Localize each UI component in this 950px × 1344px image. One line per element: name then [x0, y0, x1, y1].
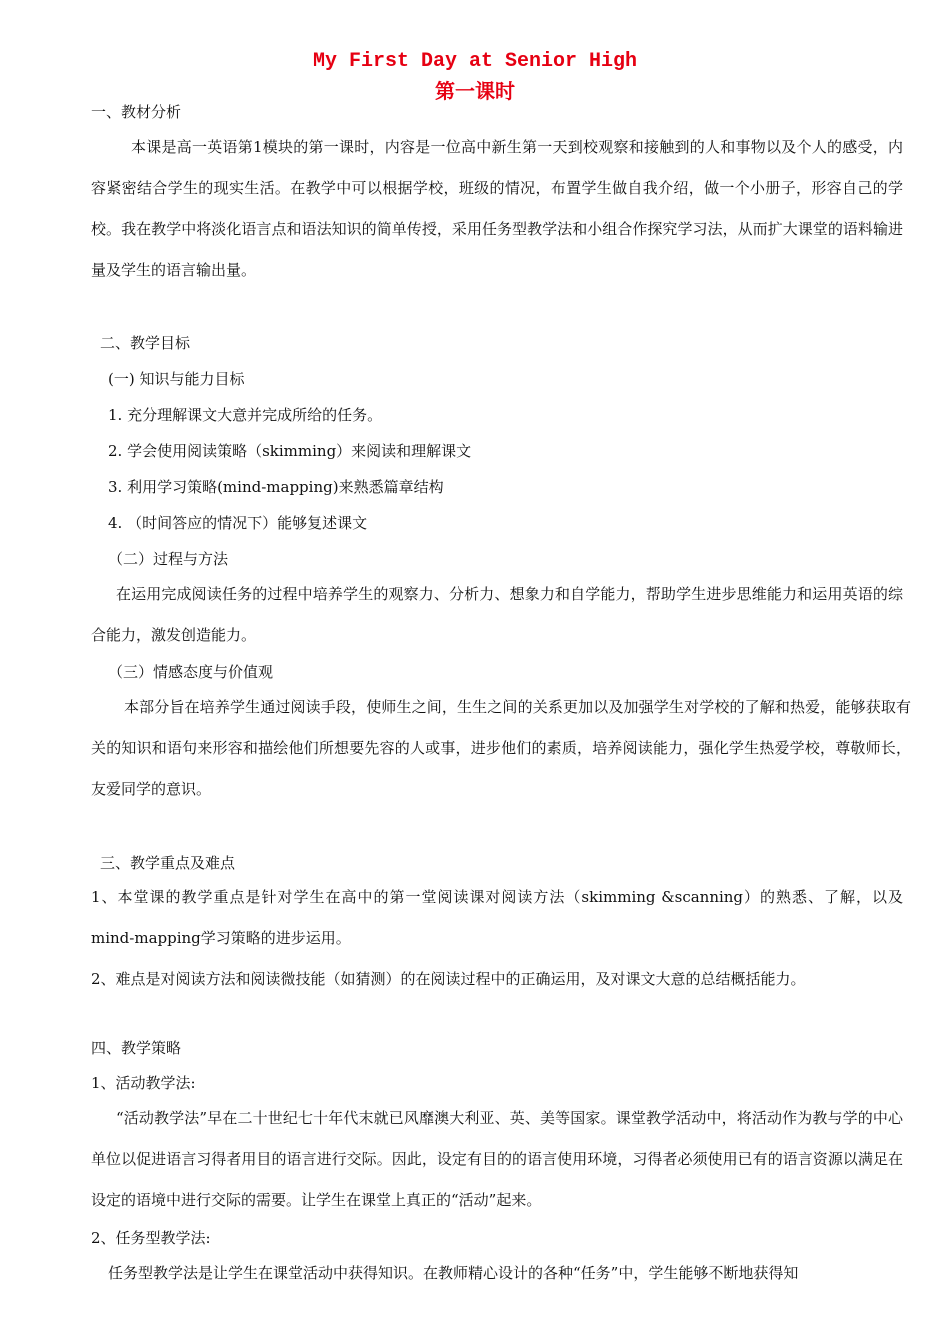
activity-paragraph: “活动教学法”早在二十世纪七十年代末就已风靡澳大利亚、英、美等国家。课堂教学活动中，将活动作为教与学的中心单位以促进语言习得者用目的语言进行交际。因此，设定有目的的语言使用环境，习得者必须使用已有的语言资源以满足在设定的语境中进行交际的需要。让学生在课堂上真正的“活动”起来。 [91, 1109, 903, 1209]
task-paragraph: 任务型教学法是让学生在课堂活动中获得知识。在教师精心设计的各种“任务”中，学生能够不断地获得知 [108, 1264, 799, 1282]
objective-item: 3. 利用学习策略(mind-mapping)来熟悉篇章结构 [108, 478, 444, 496]
section-heading-4: 四、教学策略 [91, 1039, 182, 1057]
title-english: My First Day at Senior High [312, 50, 638, 73]
values-paragraph: 本部分旨在培养学生通过阅读手段，使师生之间，生生之间的关系更加以及加强学生对学校的了解和热爱，能够获取有关的知识和语句来形容和描绘他们所想要先容的人或事，进步他们的素质，培养阅读能力，强化学生热爱学校，尊敬师长，友爱同学的意识。 [91, 698, 911, 798]
subsection-heading-task: 2、任务型教学法: [91, 1229, 211, 1247]
objective-item: 4. （时间答应的情况下）能够复述课文 [108, 514, 368, 532]
difficulties-paragraph: 2、难点是对阅读方法和阅读微技能（如猜测）的在阅读过程中的正确运用，及对课文大意的总结概括能力。 [91, 970, 806, 988]
subsection-heading-activity: 1、活动教学法: [91, 1074, 196, 1092]
subsection-heading-values: （三）情感态度与价值观 [108, 663, 274, 681]
objective-item: 1. 充分理解课文大意并完成所给的任务。 [108, 406, 383, 424]
process-paragraph: 在运用完成阅读任务的过程中培养学生的观察力、分析力、想象力和自学能力，帮助学生进步思维能力和运用英语的综合能力，激发创造能力。 [91, 585, 903, 644]
key-points-paragraph: 1、本堂课的教学重点是针对学生在高中的第一堂阅读课对阅读方法（skimming &scanning）的熟悉、了解，以及mind-mapping学习策略的进步运用。 [91, 888, 903, 947]
title-chinese: 第一课时 [435, 79, 515, 103]
subsection-heading-process: （二）过程与方法 [108, 550, 229, 568]
section-heading-1: 一、教材分析 [91, 103, 182, 121]
section-heading-2: 二、教学目标 [100, 334, 191, 352]
objective-item: 2. 学会使用阅读策略（skimming）来阅读和理解课文 [108, 442, 472, 460]
section-heading-3: 三、教学重点及难点 [100, 854, 236, 872]
subsection-heading-knowledge: (一) 知识与能力目标 [108, 370, 245, 388]
section-1-paragraph: 本课是高一英语第1模块的第一课时，内容是一位高中新生第一天到校观察和接触到的人和事物以及个人的感受，内容紧密结合学生的现实生活。在教学中可以根据学校，班级的情况，布置学生做自我介绍，做一个小册子，形容自己的学校。我在教学中将淡化语言点和语法知识的简单传授，采用任务型教学法和小组合作探究学习法，从而扩大课堂的语料输进量及学生的语言输出量。 [91, 138, 903, 279]
